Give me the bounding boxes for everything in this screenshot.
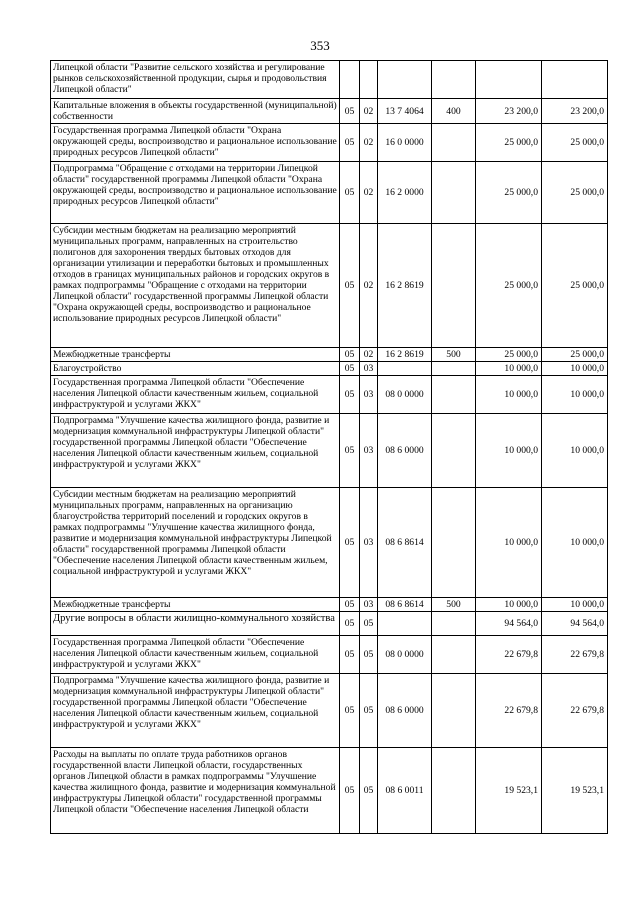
expense-type-code — [432, 162, 476, 224]
item-name: Государственная программа Липецкой области "Охрана окружающей среды, воспроизводство и рациональное использование природных ресурсов Липецкой области" — [51, 124, 340, 162]
amount-first: 10 000,0 — [476, 488, 542, 598]
subsection-code: 02 — [360, 162, 378, 224]
amount-second: 22 679,8 — [542, 674, 608, 748]
section-code: 05 — [340, 598, 360, 612]
item-name: Субсидии местным бюджетам на реализацию мероприятий муниципальных программ, направленных на строительство полигонов для захоронения твердых бытовых отходов для организации утилизации и переработки бытовых и промышленных отходов в границах муниципальных районов и городских округов в рамках подпрограммы "Обращение с отходами на территории Липецкой области" государственной программы Липецкой области "Охрана окружающей среды, воспроизводство и рациональное использование природных ресурсов Липецкой области" — [51, 224, 340, 348]
target-article-code — [378, 61, 432, 99]
section-code: 05 — [340, 674, 360, 748]
table-row — [51, 162, 608, 224]
item-name: Субсидии местным бюджетам на реализацию мероприятий муниципальных программ, направленных на организацию благоустройства территорий поселений и городских округов в рамках подпрограммы "Улучшение качества жилищного фонда, развитие и модернизация коммунальной инфраструктуры Липецкой области" государственной программы Липецкой области "Обеспечение населения Липецкой области качественным жильем, социальной инфраструктурой и услугами ЖКХ" — [51, 488, 340, 598]
amount-second: 25 000,0 — [542, 124, 608, 162]
subsection-code: 03 — [360, 362, 378, 376]
item-name: Межбюджетные трансферты — [51, 348, 340, 362]
target-article-code: 08 6 8614 — [378, 598, 432, 612]
section-code: 05 — [340, 99, 360, 124]
expense-type-code — [432, 748, 476, 834]
item-name: Государственная программа Липецкой области "Обеспечение населения Липецкой области качественным жильем, социальной инфраструктурой и услугами ЖКХ" — [51, 636, 340, 674]
amount-first: 10 000,0 — [476, 376, 542, 414]
table-row — [51, 674, 608, 748]
amount-first: 22 679,8 — [476, 674, 542, 748]
amount-second: 25 000,0 — [542, 162, 608, 224]
section-code: 05 — [340, 124, 360, 162]
amount-second: 10 000,0 — [542, 598, 608, 612]
target-article-code: 08 6 0000 — [378, 674, 432, 748]
amount-second: 22 679,8 — [542, 636, 608, 674]
amount-first: 94 564,0 — [476, 612, 542, 636]
table-row — [51, 376, 608, 414]
subsection-code — [360, 61, 378, 99]
subsection-code: 03 — [360, 598, 378, 612]
item-name: Государственная программа Липецкой области "Обеспечение населения Липецкой области качественным жильем, социальной инфраструктурой и услугами ЖКХ" — [51, 376, 340, 414]
target-article-code: 08 6 8614 — [378, 488, 432, 598]
item-name: Липецкой области "Развитие сельского хозяйства и регулирование рынков сельскохозяйственной продукции, сырья и продовольствия Липецкой области" — [51, 61, 340, 99]
amount-first: 19 523,1 — [476, 748, 542, 834]
amount-first: 10 000,0 — [476, 598, 542, 612]
subsection-code: 02 — [360, 224, 378, 348]
amount-second: 10 000,0 — [542, 376, 608, 414]
amount-first: 25 000,0 — [476, 224, 542, 348]
expense-type-code — [432, 362, 476, 376]
table-row — [51, 748, 608, 834]
table-row — [51, 61, 608, 99]
subsection-code: 05 — [360, 636, 378, 674]
section-code: 05 — [340, 414, 360, 488]
subsection-code: 02 — [360, 99, 378, 124]
target-article-code: 16 2 8619 — [378, 224, 432, 348]
expense-type-code — [432, 612, 476, 636]
expense-type-code — [432, 224, 476, 348]
amount-second: 25 000,0 — [542, 224, 608, 348]
expense-type-code — [432, 376, 476, 414]
amount-second: 10 000,0 — [542, 362, 608, 376]
target-article-code: 08 0 0000 — [378, 376, 432, 414]
table-row — [51, 488, 608, 598]
item-name: Подпрограмма "Обращение с отходами на территории Липецкой области" государственной программы Липецкой области "Охрана окружающей среды, воспроизводство и рациональное использование природных ресурсов Липецкой области" — [51, 162, 340, 224]
amount-second: 25 000,0 — [542, 348, 608, 362]
item-name: Благоустройство — [51, 362, 340, 376]
section-code: 05 — [340, 488, 360, 598]
subsection-code: 02 — [360, 124, 378, 162]
item-name: Межбюджетные трансферты — [51, 598, 340, 612]
subsection-code: 02 — [360, 348, 378, 362]
expense-type-code — [432, 636, 476, 674]
amount-first: 25 000,0 — [476, 162, 542, 224]
table-row — [51, 362, 608, 376]
subsection-code: 03 — [360, 376, 378, 414]
amount-second: 94 564,0 — [542, 612, 608, 636]
subsection-code: 05 — [360, 748, 378, 834]
expense-type-code — [432, 488, 476, 598]
target-article-code: 16 2 0000 — [378, 162, 432, 224]
target-article-code: 08 6 0000 — [378, 414, 432, 488]
target-article-code: 16 2 8619 — [378, 348, 432, 362]
amount-first — [476, 61, 542, 99]
expense-type-code: 500 — [432, 598, 476, 612]
table-row — [51, 636, 608, 674]
section-code: 05 — [340, 376, 360, 414]
section-code: 05 — [340, 224, 360, 348]
target-article-code: 13 7 4064 — [378, 99, 432, 124]
section-code: 05 — [340, 612, 360, 636]
table-row — [51, 99, 608, 124]
item-name: Капитальные вложения в объекты государственной (муниципальной) собственности — [51, 99, 340, 124]
amount-first: 25 000,0 — [476, 348, 542, 362]
section-code: 05 — [340, 636, 360, 674]
expense-type-code — [432, 674, 476, 748]
item-name: Другие вопросы в области жилищно-коммунального хозяйства — [51, 612, 340, 636]
section-code: 05 — [340, 162, 360, 224]
section-code: 05 — [340, 348, 360, 362]
amount-second: 23 200,0 — [542, 99, 608, 124]
expense-type-code: 400 — [432, 99, 476, 124]
budget-table — [50, 60, 608, 834]
amount-first: 10 000,0 — [476, 414, 542, 488]
amount-first: 22 679,8 — [476, 636, 542, 674]
subsection-code: 03 — [360, 488, 378, 598]
expense-type-code — [432, 124, 476, 162]
page-number: 353 — [310, 38, 330, 53]
expense-type-code: 500 — [432, 348, 476, 362]
table-row — [51, 348, 608, 362]
amount-second — [542, 61, 608, 99]
section-code — [340, 61, 360, 99]
target-article-code: 08 6 0011 — [378, 748, 432, 834]
table-row — [51, 598, 608, 612]
amount-second: 10 000,0 — [542, 414, 608, 488]
table-row — [51, 124, 608, 162]
expense-type-code — [432, 61, 476, 99]
amount-first: 25 000,0 — [476, 124, 542, 162]
table-row — [51, 224, 608, 348]
item-name: Расходы на выплаты по оплате труда работников органов государственной власти Липецкой области, государственных органов Липецкой области в рамках подпрограммы "Улучшение качества жилищного фонда, развитие и модернизация коммунальной инфраструктуры Липецкой области" государственной программы Липецкой области "Обеспечение населения Липецкой области — [51, 748, 340, 834]
target-article-code — [378, 612, 432, 636]
table-row — [51, 612, 608, 636]
amount-first: 10 000,0 — [476, 362, 542, 376]
target-article-code — [378, 362, 432, 376]
subsection-code: 05 — [360, 612, 378, 636]
target-article-code: 16 0 0000 — [378, 124, 432, 162]
table-row — [51, 414, 608, 488]
item-name: Подпрограмма "Улучшение качества жилищного фонда, развитие и модернизация коммунальной инфраструктуры Липецкой области" государственной программы Липецкой области "Обеспечение населения Липецкой области качественным жильем, социальной инфраструктурой и услугами ЖКХ" — [51, 414, 340, 488]
target-article-code: 08 0 0000 — [378, 636, 432, 674]
amount-second: 10 000,0 — [542, 488, 608, 598]
budget-rows — [51, 61, 608, 834]
amount-first: 23 200,0 — [476, 99, 542, 124]
section-code: 05 — [340, 362, 360, 376]
subsection-code: 05 — [360, 674, 378, 748]
section-code: 05 — [340, 748, 360, 834]
amount-second: 19 523,1 — [542, 748, 608, 834]
subsection-code: 03 — [360, 414, 378, 488]
item-name: Подпрограмма "Улучшение качества жилищного фонда, развитие и модернизация коммунальной инфраструктуры Липецкой области" государственной программы Липецкой области "Обеспечение населения Липецкой области качественным жильем, социальной инфраструктурой и услугами ЖКХ" — [51, 674, 340, 748]
expense-type-code — [432, 414, 476, 488]
